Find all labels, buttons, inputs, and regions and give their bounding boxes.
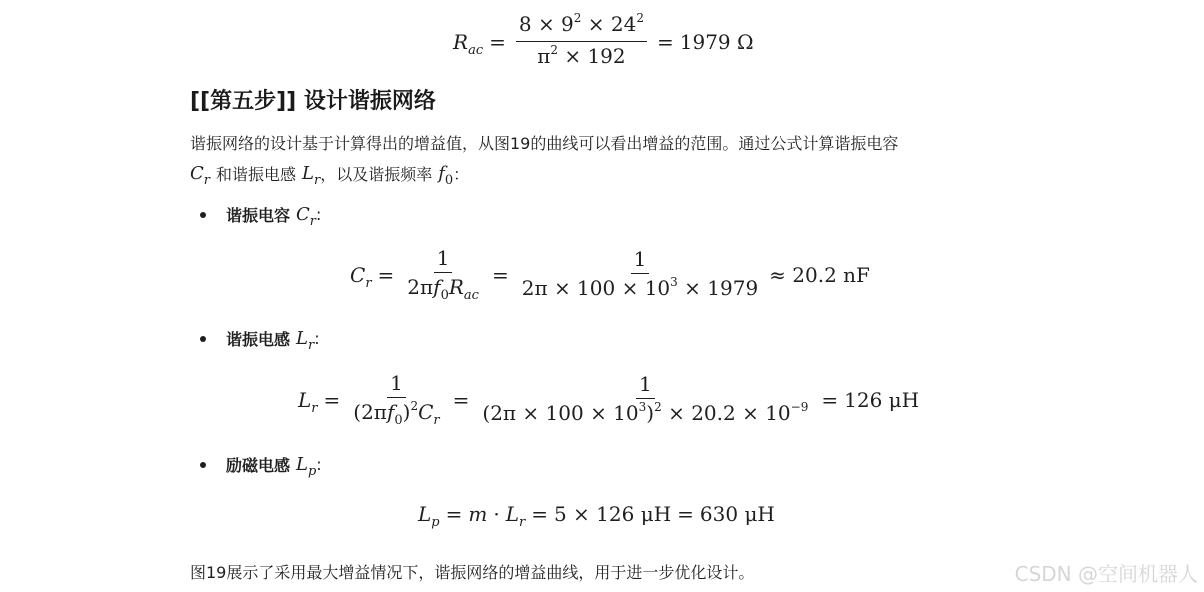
bullet-magnetizing-inductor: 励磁电感 $L_p$ : (200, 453, 322, 476)
rac-equation: $R_{ac}$ = $\frac{8 \times 9^2 \times 24^2}{\pi^2 \times 192}$ = 1979 Ω (453, 12, 754, 71)
bullet-dot (200, 212, 206, 218)
bullet-resonant-inductor: 谐振电感 $L_r$ : (200, 327, 320, 350)
intro-line-1: 谐振网络的设计基于计算得出的增益值，从图19的曲线可以看出增益的范围。通过公式计算谐振电容 (190, 134, 899, 153)
lp-equation: $L_p$ = m · $L_r$ = 5 × 126 μH = 630 μH (418, 502, 775, 530)
csdn-watermark: CSDN @空间机器人 (1014, 562, 1198, 586)
section-heading: [[第五步]] 设计谐振网络 (190, 89, 436, 114)
intro-line-2: $C_r$ 和谐振电感 $L_r$ ，以及谐振频率 $f_0$ ： (190, 163, 470, 188)
lp-result: 630 μH (699, 502, 775, 526)
lr-equation: $L_r$ = $\frac{1}{(2\pi f_0)^2C_r}$ = $\frac{1}{(2\pi \times 100 \times 10^3)^2 \times 20.2 \times 10^{-9}}$ = 126 μH (298, 371, 920, 428)
rac-result: 1979 Ω (679, 29, 754, 54)
cr-equation: $C_r$ = $\frac{1}{2\pi f_0R_{ac}}$ = $\frac{1}{2\pi \times 100 \times 10^3 \times 1979}$ ≈ 20.2 nF (350, 246, 870, 303)
cr-result: ≈ 20.2 nF (769, 262, 870, 287)
lr-result: 126 μH (844, 387, 920, 412)
bullet-dot (200, 336, 206, 342)
rac-fraction: $\frac{8 \times 9^2 \times 24^2}{\pi^2 \times 192}$ (516, 12, 647, 71)
bullet-resonant-capacitor: 谐振电容 $C_r$ : (200, 203, 321, 226)
closing-paragraph: 图19展示了采用最大增益情况下，谐振网络的增益曲线，用于进一步优化设计。 (190, 563, 755, 582)
bullet-dot (200, 462, 206, 468)
